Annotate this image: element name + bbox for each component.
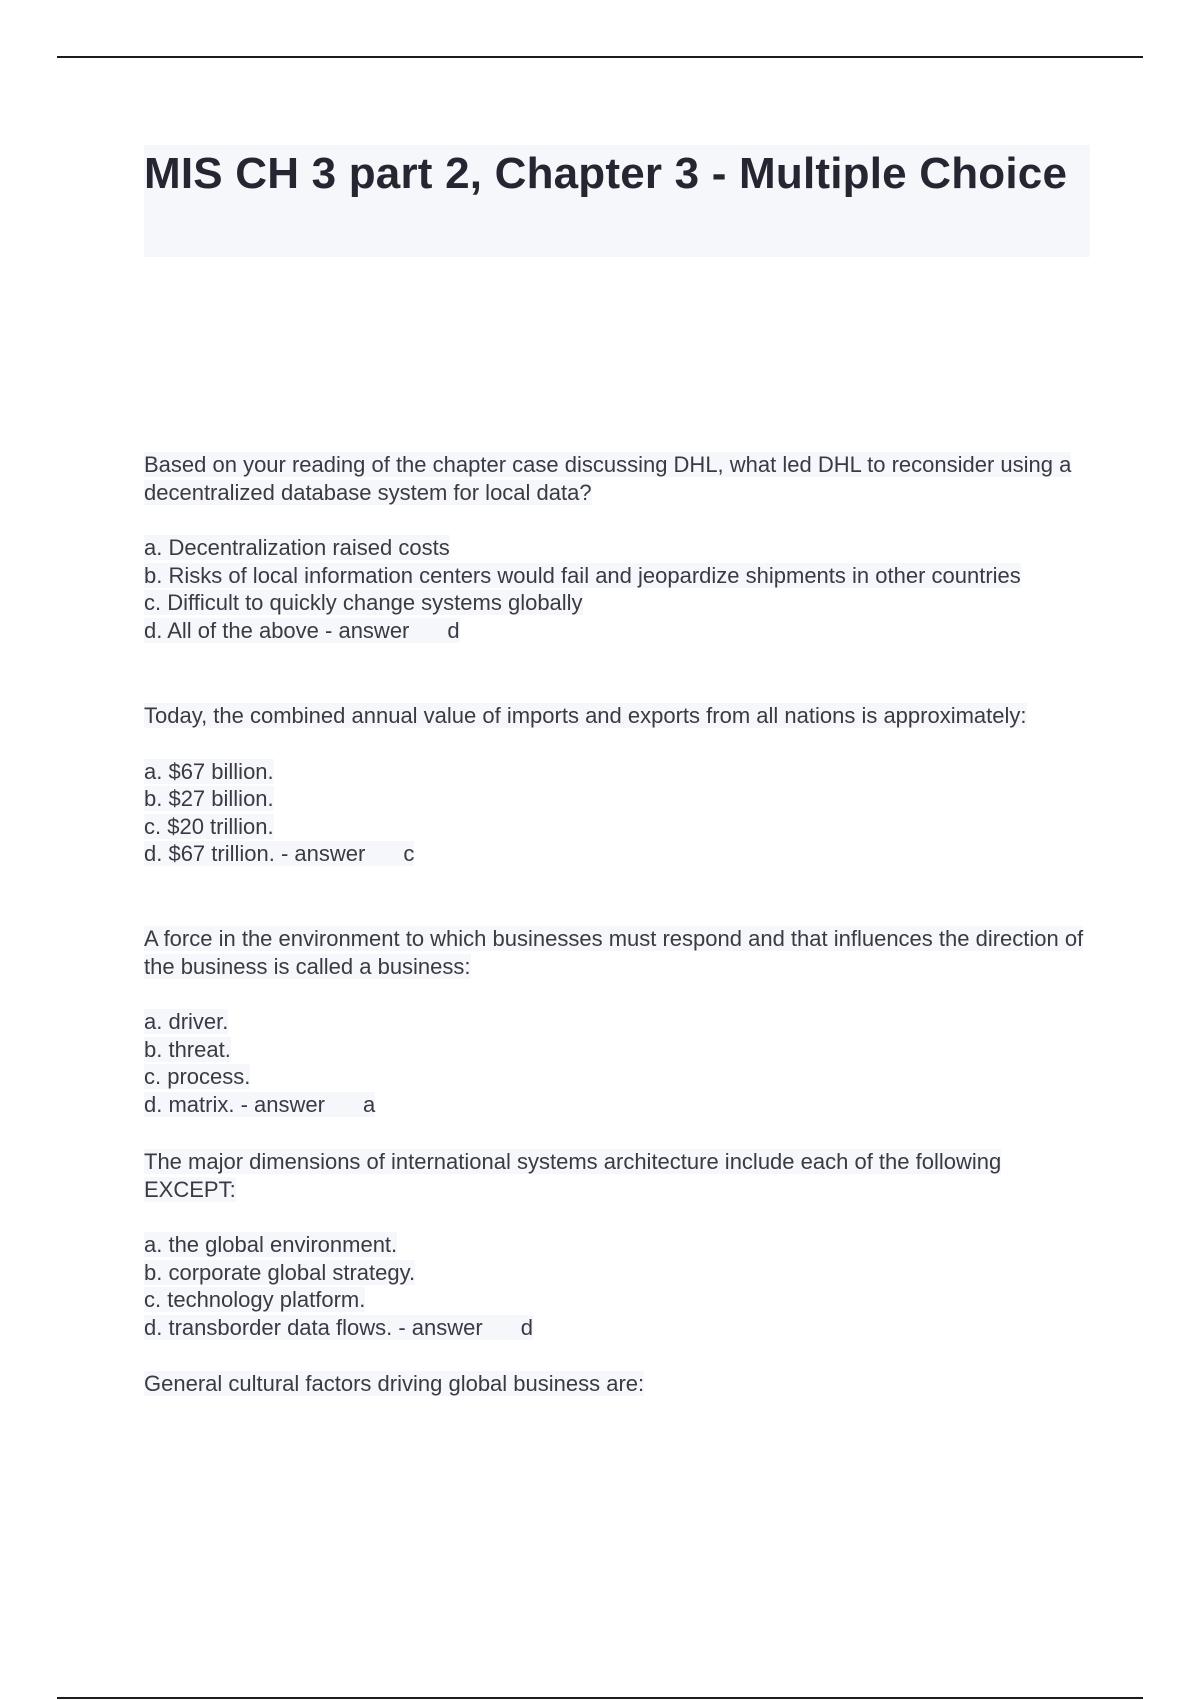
question-text: The major dimensions of international systems architecture include each of the following EXCEPT: xyxy=(144,1149,1002,1202)
option-item: b. corporate global strategy. xyxy=(144,1259,416,1285)
page-title: MIS CH 3 part 2, Chapter 3 - Multiple Choice xyxy=(144,149,1068,198)
option-item: d. transborder data flows. - answer d xyxy=(144,1314,533,1340)
option-item: a. the global environment. xyxy=(144,1232,398,1257)
option-item: b. threat. xyxy=(144,1036,231,1062)
question-block xyxy=(144,1148,1090,1341)
option-item: d. $67 trillion. - answer c xyxy=(144,841,415,866)
option-item: c. process. xyxy=(144,1064,251,1089)
question-block xyxy=(144,925,1090,1118)
answer-value: d xyxy=(447,617,460,643)
question-block xyxy=(144,702,1090,868)
option-item: d. matrix. - answer a xyxy=(144,1091,376,1117)
option-list xyxy=(144,1231,1090,1341)
answer-value: d xyxy=(520,1314,533,1340)
option-item: a. driver. xyxy=(144,1009,229,1034)
option-item: c. technology platform. xyxy=(144,1287,366,1312)
option-item: a. $67 billion. xyxy=(144,758,274,784)
option-list xyxy=(144,1008,1090,1118)
option-item: c. Difficult to quickly change systems globally xyxy=(144,590,583,615)
option-list xyxy=(144,534,1090,644)
answer-value: a xyxy=(362,1091,376,1117)
option-list xyxy=(144,758,1090,868)
option-item: b. $27 billion. xyxy=(144,786,274,811)
question-block xyxy=(144,451,1090,644)
option-item: b. Risks of local information centers would fail and jeopardize shipments in other countries xyxy=(144,562,1021,588)
question-text: General cultural factors driving global business are: xyxy=(144,1371,645,1396)
option-item: a. Decentralization raised costs xyxy=(144,535,450,560)
top-divider xyxy=(57,56,1143,58)
answer-value: c xyxy=(403,841,415,866)
option-item: d. All of the above - answer d xyxy=(144,617,460,643)
question-text: Today, the combined annual value of imports and exports from all nations is approximately: xyxy=(144,703,1027,728)
bottom-divider xyxy=(57,1697,1143,1699)
title-block xyxy=(144,145,1090,257)
option-item: c. $20 trillion. xyxy=(144,813,274,839)
question-block xyxy=(144,1370,1090,1426)
question-text: A force in the environment to which businesses must respond and that influences the direction of the business is called a business: xyxy=(144,926,1084,979)
question-text: Based on your reading of the chapter case discussing DHL, what led DHL to reconsider using a decentralized database system for local data? xyxy=(144,452,1072,505)
